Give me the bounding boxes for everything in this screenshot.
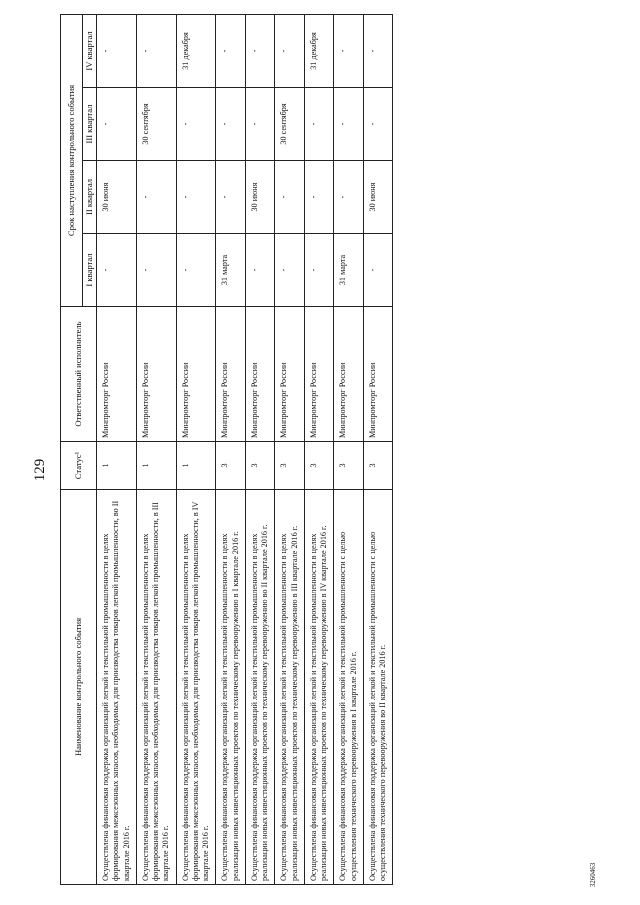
q1-cell: 31 марта	[216, 234, 246, 307]
q1-cell: -	[304, 234, 334, 307]
q2-cell: -	[216, 161, 246, 234]
table-row	[363, 14, 393, 884]
q1-cell: -	[136, 234, 176, 307]
header-event-name: Наименование контрольного события	[61, 490, 97, 885]
table-header	[61, 14, 97, 884]
q4-cell: -	[97, 14, 137, 87]
table-row	[176, 14, 216, 884]
executor-cell: Минпромторг России	[245, 307, 275, 442]
status-cell: 3	[245, 442, 275, 490]
q4-cell: -	[363, 14, 393, 87]
q3-cell: -	[245, 88, 275, 161]
table-body	[97, 14, 393, 884]
q1-cell: -	[245, 234, 275, 307]
q1-cell: -	[176, 234, 216, 307]
q3-cell: -	[304, 88, 334, 161]
event-name-cell: Осуществлена финансовая поддержка организаций легкой и текстильной промышленности в целях формирования межсезонных запасов, необходимых для производства товаров легкой промышленности, в IV квартале 2016 г.	[176, 490, 216, 885]
event-name-cell: Осуществлена финансовая поддержка организаций легкой и текстильной промышленности в целях реализации новых инвестиционных проектов по техническому перевооружению во II квартале 2016 г.	[245, 490, 275, 885]
header-status: Статус¹	[61, 442, 97, 490]
table-row	[216, 14, 246, 884]
executor-cell: Минпромторг России	[97, 307, 137, 442]
header-q4: IV квартал	[83, 14, 97, 87]
q4-cell: 31 декабря	[176, 14, 216, 87]
status-cell: 3	[275, 442, 305, 490]
event-name-cell: Осуществлена финансовая поддержка организаций легкой и текстильной промышленности в целях реализации новых инвестиционных проектов по техническому перевооружению в III квартале 2016 г.	[275, 490, 305, 885]
executor-cell: Минпромторг России	[136, 307, 176, 442]
q3-cell: -	[334, 88, 364, 161]
event-name-cell: Осуществлена финансовая поддержка организаций легкой и текстильной промышленности в целях реализации новых инвестиционных проектов по техническому перевооружению в IV квартале 2016 г.	[304, 490, 334, 885]
q4-cell: -	[245, 14, 275, 87]
executor-cell: Минпромторг России	[363, 307, 393, 442]
control-events-table	[60, 14, 393, 885]
event-name-cell: Осуществлена финансовая поддержка организаций легкой и текстильной промышленности с целью осуществления технического перевооружения во II квартале 2016 г.	[363, 490, 393, 885]
event-name-cell: Осуществлена финансовая поддержка организаций легкой и текстильной промышленности с целью осуществления технического перевооружения в I квартале 2016 г.	[334, 490, 364, 885]
status-cell: 1	[136, 442, 176, 490]
q4-cell: 31 декабря	[304, 14, 334, 87]
event-name-cell: Осуществлена финансовая поддержка организаций легкой и текстильной промышленности в целях формирования межсезонных запасов, необходимых для производства товаров легкой промышленности, во II квартале 2016 г.	[97, 490, 137, 885]
q3-cell: 30 сентября	[275, 88, 305, 161]
header-executor: Ответственный исполнитель	[61, 307, 97, 442]
executor-cell: Минпромторг России	[334, 307, 364, 442]
table-row	[334, 14, 364, 884]
status-cell: 3	[363, 442, 393, 490]
status-cell: 3	[304, 442, 334, 490]
header-q1: I квартал	[83, 234, 97, 307]
status-cell: 3	[216, 442, 246, 490]
q4-cell: -	[334, 14, 364, 87]
executor-cell: Минпромторг России	[216, 307, 246, 442]
q3-cell: -	[97, 88, 137, 161]
q2-cell: 30 июня	[97, 161, 137, 234]
q4-cell: -	[216, 14, 246, 87]
status-cell: 1	[97, 442, 137, 490]
q1-cell: -	[97, 234, 137, 307]
table-row	[304, 14, 334, 884]
status-cell: 3	[334, 442, 364, 490]
q2-cell: 30 июня	[363, 161, 393, 234]
table-row	[136, 14, 176, 884]
q1-cell: -	[363, 234, 393, 307]
q1-cell: -	[275, 234, 305, 307]
event-name-cell: Осуществлена финансовая поддержка организаций легкой и текстильной промышленности в целях реализации новых инвестиционных проектов по техническому перевооружению в I квартале 2016 г.	[216, 490, 246, 885]
q2-cell: -	[136, 161, 176, 234]
q1-cell: 31 марта	[334, 234, 364, 307]
q3-cell: -	[363, 88, 393, 161]
status-cell: 1	[176, 442, 216, 490]
page-number: 129	[32, 458, 48, 482]
table-row	[275, 14, 305, 884]
q4-cell: -	[275, 14, 305, 87]
table-row	[97, 14, 137, 884]
q2-cell: -	[275, 161, 305, 234]
q3-cell: 30 сентября	[136, 88, 176, 161]
table-row	[245, 14, 275, 884]
q3-cell: -	[176, 88, 216, 161]
executor-cell: Минпромторг России	[176, 307, 216, 442]
q4-cell: -	[136, 14, 176, 87]
executor-cell: Минпромторг России	[275, 307, 305, 442]
q2-cell: -	[304, 161, 334, 234]
rotated-page-content	[60, 15, 620, 885]
header-q2: II квартал	[83, 161, 97, 234]
executor-cell: Минпромторг России	[304, 307, 334, 442]
q2-cell: -	[334, 161, 364, 234]
event-name-cell: Осуществлена финансовая поддержка организаций легкой и текстильной промышленности в целях формирования межсезонных запасов, необходимых для производства товаров легкой промышленности, в III квартале 2016 г.	[136, 490, 176, 885]
header-q3: III квартал	[83, 88, 97, 161]
header-deadline: Срок наступления контрольного события	[61, 14, 83, 306]
q2-cell: -	[176, 161, 216, 234]
document-code: 3260463	[589, 862, 597, 888]
q3-cell: -	[216, 88, 246, 161]
q2-cell: 30 июня	[245, 161, 275, 234]
